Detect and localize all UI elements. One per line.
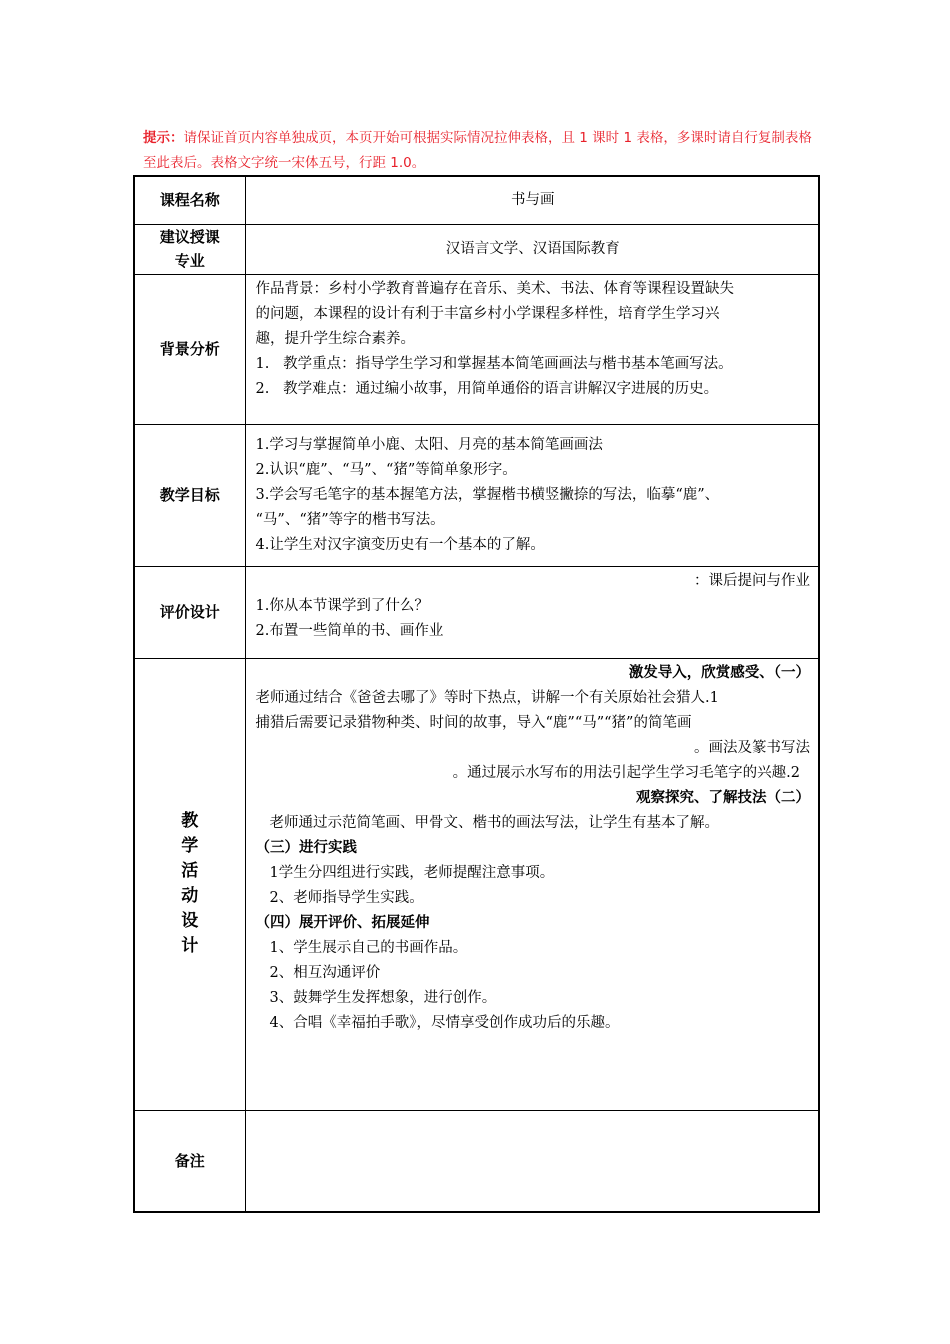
goal-line: 1.学习与掌握简单小鹿、太阳、月亮的基本简笔画画法 xyxy=(255,436,603,453)
activity-line: 老师通过示范简笔画、甲骨文、楷书的画法写法，让学生有基本了解。 xyxy=(269,814,719,831)
row-goals xyxy=(134,424,819,566)
activity-label-char: 设 xyxy=(181,911,199,931)
activity-label-char: 学 xyxy=(181,836,199,856)
evaluation-line: 1.你从本节课学到了什么？ xyxy=(255,597,429,614)
row-course-name xyxy=(134,176,819,224)
evaluation-content xyxy=(245,566,819,658)
background-label: 背景分析 xyxy=(134,274,245,424)
note-value xyxy=(245,1110,819,1212)
activity-line: 老师通过结合《爸爸去哪了》等时下热点，讲解一个有关原始社会猎人.1 xyxy=(255,689,719,706)
activity-content xyxy=(245,658,819,1110)
background-line: 趣，提升学生综合素养。 xyxy=(255,330,415,347)
activity-line: 1学生分四组进行实践，老师提醒注意事项。 xyxy=(269,864,555,881)
activity-section-heading: 观察探究、了解技法（二） xyxy=(636,789,810,806)
evaluation-label: 评价设计 xyxy=(134,566,245,658)
row-background xyxy=(134,274,819,424)
row-activity xyxy=(134,658,819,1110)
row-major xyxy=(134,224,819,274)
activity-section-heading: 激发导入，欣赏感受、（一） xyxy=(628,664,810,681)
course-name-value: 书与画 xyxy=(245,176,819,224)
activity-line: 3、鼓舞学生发挥想象，进行创作。 xyxy=(269,989,497,1006)
course-design-table xyxy=(133,175,820,1213)
activity-label xyxy=(134,658,245,1110)
goal-line: “马”、“猪”等字的楷书写法。 xyxy=(255,511,445,528)
major-label xyxy=(134,224,245,274)
activity-label-char: 动 xyxy=(181,886,199,906)
background-line: 的问题，本课程的设计有利于丰富乡村小学课程多样性，培育学生学习兴 xyxy=(255,305,720,322)
activity-line: 4、合唱《幸福拍手歌》，尽情享受创作成功后的乐趣。 xyxy=(269,1014,620,1031)
activity-line: 2、相互沟通评价 xyxy=(269,964,381,981)
evaluation-line: 2.布置一些简单的书、画作业 xyxy=(255,622,444,639)
activity-line: 1、学生展示自己的书画作品。 xyxy=(269,939,468,956)
goal-line: 4.让学生对汉字演变历史有一个基本的了解。 xyxy=(255,536,545,553)
hint-text xyxy=(143,126,823,176)
activity-line: 。通过展示水写布的用法引起学生学习毛笔字的兴趣.2 xyxy=(452,764,800,781)
background-line: 2. 教学难点：通过编小故事，用简单通俗的语言讲解汉字进展的历史。 xyxy=(255,380,719,397)
note-label: 备注 xyxy=(134,1110,245,1212)
major-label-line2: 专业 xyxy=(174,252,205,270)
activity-line: 捕猎后需要记录猎物种类、时间的故事，导入“鹿”“马”“猪”的简笔画 xyxy=(255,714,692,731)
evaluation-heading: ：课后提问与作业 xyxy=(694,572,810,589)
goals-content xyxy=(245,424,819,566)
hint-body: 请保证首页内容单独成页，本页开始可根据实际情况拉伸表格，且 1 课时 1 表格，多课时请自行复制表格至此表后。表格文字统一宋体五号，行距 1.0。 xyxy=(143,130,812,171)
activity-label-char: 教 xyxy=(181,811,199,831)
activity-label-char: 计 xyxy=(181,936,199,956)
activity-line: 。画法及篆书写法 xyxy=(694,739,810,756)
course-name-label: 课程名称 xyxy=(134,176,245,224)
activity-section-heading: （四）展开评价、拓展延伸 xyxy=(255,914,430,931)
major-value: 汉语言文学、汉语国际教育 xyxy=(245,224,819,274)
hint-label: 提示： xyxy=(143,130,184,146)
activity-section-heading: （三）进行实践 xyxy=(255,839,357,856)
major-label-line1: 建议授课 xyxy=(159,228,220,246)
activity-label-char: 活 xyxy=(181,861,199,881)
row-evaluation xyxy=(134,566,819,658)
goals-label: 教学目标 xyxy=(134,424,245,566)
row-note xyxy=(134,1110,819,1212)
goal-line: 2.认识“鹿”、“马”、“猪”等简单象形字。 xyxy=(255,461,517,478)
background-line: 作品背景：乡村小学教育普遍存在音乐、美术、书法、体育等课程设置缺失 xyxy=(255,280,734,297)
activity-line: 2、老师指导学生实践。 xyxy=(269,889,424,906)
background-line: 1. 教学重点：指导学生学习和掌握基本简笔画画法与楷书基本笔画写法。 xyxy=(255,355,733,372)
goal-line: 3.学会写毛笔字的基本握笔方法，掌握楷书横竖撇捺的写法，临摹“鹿”、 xyxy=(255,486,720,503)
background-content xyxy=(245,274,819,424)
